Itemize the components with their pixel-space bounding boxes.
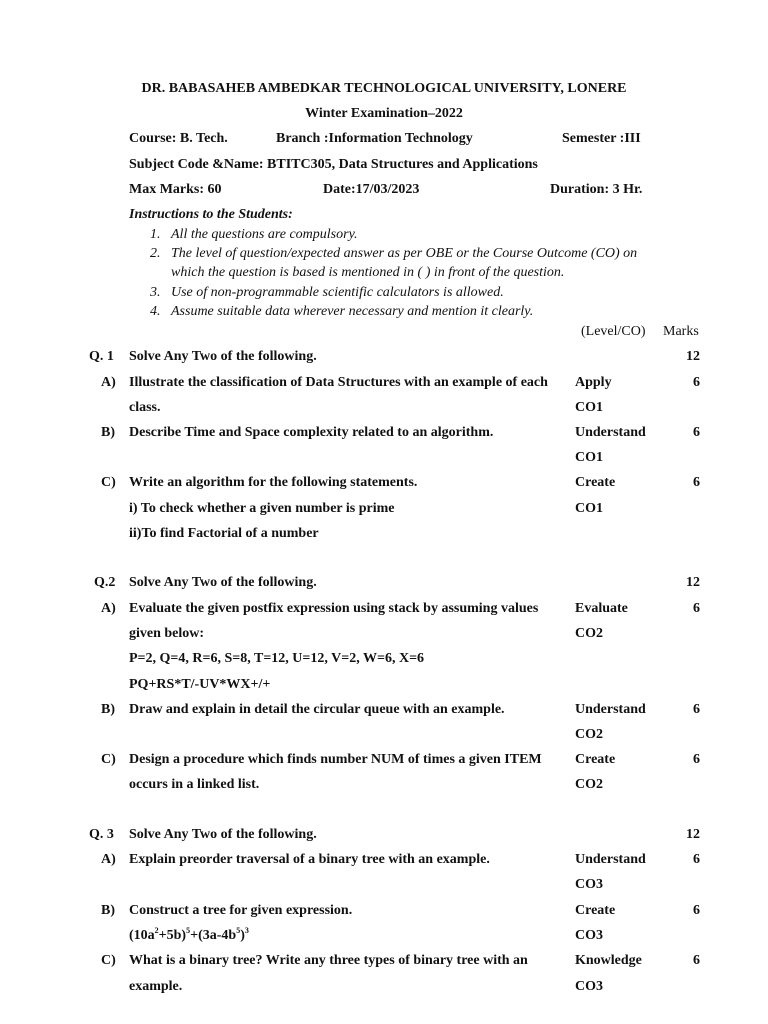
max-marks: Max Marks: 60 — [129, 182, 222, 197]
subquestion-marks: 6 — [693, 475, 700, 490]
subquestion-text: class. — [129, 400, 161, 415]
subquestion-co: CO1 — [575, 400, 603, 415]
instruction-number: 4. — [150, 304, 161, 319]
subquestion-text: given below: — [129, 626, 205, 641]
subquestion-co: CO3 — [575, 877, 603, 892]
subquestion-marks: 6 — [693, 702, 700, 717]
subquestion-level: Create — [575, 475, 616, 490]
branch-info: Branch :Information Technology — [276, 131, 473, 146]
subquestion-level: Apply — [575, 375, 612, 390]
subquestion-label: A) — [101, 375, 116, 390]
subquestion-text: example. — [129, 979, 183, 994]
question-number: Q. 3 — [89, 827, 114, 842]
question-title: Solve Any Two of the following. — [129, 827, 317, 842]
subquestion-level: Create — [575, 903, 616, 918]
subquestion-text: What is a binary tree? Write any three types of binary tree with an — [129, 953, 528, 968]
marks-header: Marks — [663, 324, 699, 339]
level-co-header: (Level/CO) — [581, 324, 646, 339]
question-number: Q.2 — [94, 575, 116, 590]
subquestion-label: B) — [101, 903, 115, 918]
instruction-item-continued: which the question is based is mentioned in ( ) in front of the question. — [171, 265, 565, 280]
expression-exponent: 5 — [186, 926, 191, 935]
subquestion-label: A) — [101, 601, 116, 616]
instruction-number: 3. — [150, 285, 161, 300]
question-number: Q. 1 — [89, 349, 114, 364]
subquestion-marks: 6 — [693, 852, 700, 867]
subquestion-marks: 6 — [693, 425, 700, 440]
subquestion-label: C) — [101, 953, 116, 968]
subquestion-text: occurs in a linked list. — [129, 777, 260, 792]
instruction-number: 1. — [150, 227, 161, 242]
subject-info: Subject Code &Name: BTITC305, Data Structures and Applications — [129, 157, 538, 172]
subquestion-text: ii)To find Factorial of a number — [129, 526, 319, 541]
expression-part: (10a — [129, 928, 155, 943]
subquestion-level: Create — [575, 752, 616, 767]
university-title: DR. BABASAHEB AMBEDKAR TECHNOLOGICAL UNIVERSITY, LONERE — [141, 81, 627, 96]
subquestion-co: CO1 — [575, 450, 603, 465]
subquestion-level: Understand — [575, 425, 646, 440]
instruction-item: All the questions are compulsory. — [171, 227, 358, 242]
instruction-item: The level of question/expected answer as per OBE or the Course Outcome (CO) on — [171, 246, 638, 261]
subquestion-marks: 6 — [693, 601, 700, 616]
subquestion-text: Draw and explain in detail the circular queue with an example. — [129, 702, 505, 717]
expression-part: +(3a-4b — [190, 928, 237, 943]
question-marks: 12 — [686, 349, 700, 364]
instruction-item: Assume suitable data wherever necessary and mention it clearly. — [171, 304, 534, 319]
subquestion-level: Evaluate — [575, 601, 628, 616]
tree-expression — [129, 928, 249, 944]
subquestion-text: Construct a tree for given expression. — [129, 903, 353, 918]
expression-part: +5b) — [158, 928, 187, 943]
question-title: Solve Any Two of the following. — [129, 575, 317, 590]
subquestion-marks: 6 — [693, 903, 700, 918]
subquestion-text: Write an algorithm for the following statements. — [129, 475, 418, 490]
subquestion-marks: 6 — [693, 953, 700, 968]
subquestion-co: CO2 — [575, 626, 603, 641]
subquestion-co: CO2 — [575, 777, 603, 792]
expression-exponent: 2 — [154, 926, 159, 935]
subquestion-level: Knowledge — [575, 953, 642, 968]
subquestion-co: CO3 — [575, 928, 603, 943]
instruction-number: 2. — [150, 246, 161, 261]
subquestion-label: B) — [101, 425, 115, 440]
subquestion-marks: 6 — [693, 752, 700, 767]
subquestion-text: Design a procedure which finds number NUM of times a given ITEM — [129, 752, 542, 767]
subquestion-label: B) — [101, 702, 115, 717]
question-marks: 12 — [686, 575, 700, 590]
subquestion-co: CO1 — [575, 501, 603, 516]
subquestion-label: C) — [101, 752, 116, 767]
semester-info: Semester :III — [562, 131, 641, 146]
subquestion-text: P=2, Q=4, R=6, S=8, T=12, U=12, V=2, W=6, X=6 — [129, 651, 425, 666]
expression-part: ) — [240, 928, 245, 943]
expression-exponent: 3 — [244, 926, 249, 935]
subquestion-text: Illustrate the classification of Data Structures with an example of each — [129, 375, 548, 390]
subquestion-co: CO3 — [575, 979, 603, 994]
subquestion-level: Understand — [575, 702, 646, 717]
subquestion-text: PQ+RS*T/-UV*WX+/+ — [129, 677, 271, 692]
expression-exponent: 5 — [236, 926, 241, 935]
question-title: Solve Any Two of the following. — [129, 349, 317, 364]
question-marks: 12 — [686, 827, 700, 842]
instructions-title: Instructions to the Students: — [129, 207, 293, 222]
subquestion-co: CO2 — [575, 727, 603, 742]
subquestion-level: Understand — [575, 852, 646, 867]
course-info: Course: B. Tech. — [129, 131, 228, 146]
subquestion-marks: 6 — [693, 375, 700, 390]
exam-date: Date:17/03/2023 — [323, 182, 420, 197]
exam-title: Winter Examination–2022 — [305, 106, 463, 121]
subquestion-text: i) To check whether a given number is prime — [129, 501, 395, 516]
subquestion-text: Explain preorder traversal of a binary tree with an example. — [129, 852, 490, 867]
duration: Duration: 3 Hr. — [550, 182, 643, 197]
subquestion-text: Evaluate the given postfix expression using stack by assuming values — [129, 601, 539, 616]
instruction-item: Use of non-programmable scientific calculators is allowed. — [171, 285, 504, 300]
subquestion-text: Describe Time and Space complexity related to an algorithm. — [129, 425, 494, 440]
subquestion-label: C) — [101, 475, 116, 490]
subquestion-label: A) — [101, 852, 116, 867]
